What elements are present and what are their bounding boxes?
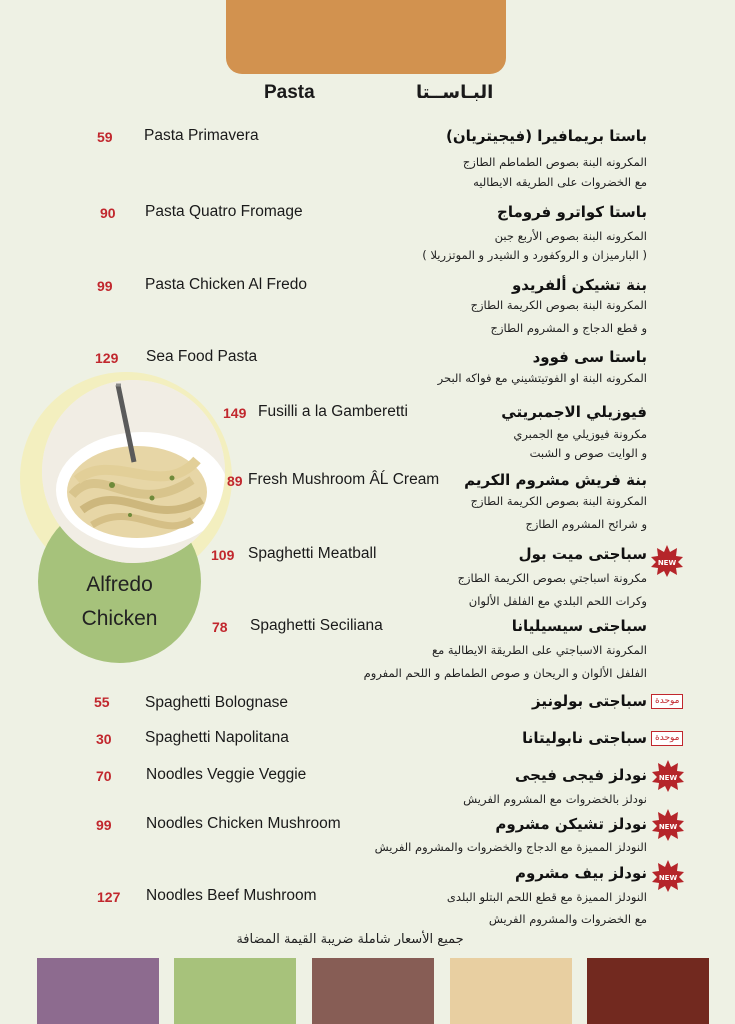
new-badge-icon [651,808,685,842]
item-name-en: Pasta Chicken Al Fredo [145,276,307,293]
item-name-ar: سباجتى بولونيز [532,692,647,710]
item-price: 30 [96,731,112,747]
item-name-en: Spaghetti Bolognase [145,694,289,711]
item-price: 78 [212,619,228,635]
item-price: 55 [94,694,110,710]
item-desc: مع الخضروات على الطريقه الايطاليه [473,175,647,189]
promo-label [38,568,201,636]
item-desc: مكرونة اسباجتي بصوص الكريمة الطازج [457,571,647,585]
new-badge-text: NEW [658,774,678,782]
item-name-en: Pasta Primavera [144,127,259,144]
color-swatch [174,958,296,1024]
item-name-ar: نودلز تشيكن مشروم [495,815,647,833]
item-name-ar: سباجتى نابوليتانا [522,729,647,747]
item-desc: مكرونة فيوزيلي مع الجمبري [513,427,647,441]
new-badge-icon [650,544,684,578]
item-desc: و الوايت صوص و الشبت [529,446,647,460]
item-price: 89 [227,473,243,489]
item-name-ar: باستا بريمافيرا (فيجيتريان) [445,127,647,145]
item-desc: المكرونه البنة او الفوتيتشيني مع فواكه البحر [437,371,647,385]
unified-badge: موحدة [651,694,683,709]
item-name-en: Spaghetti Seciliana [250,617,383,634]
color-swatch [312,958,434,1024]
unified-badge: موحدة [651,731,683,746]
item-desc: ( البارميزان و الروكفورد و الشيدر و الموتزريلا ) [422,248,647,262]
item-name-en: Sea Food Pasta [146,348,258,365]
promo-line-1: Alfredo [86,573,153,596]
item-name-ar: فيوزيلي الاجمبريتي [501,403,647,421]
vat-note: جميع الأسعار شاملة ضريبة القيمة المضافة [236,932,464,947]
item-desc: المكرونه البنة بصوص الأربع جبن [494,229,647,243]
item-price: 99 [97,278,113,294]
item-desc: النودلز المميزة مع قطع اللحم البتلو البلدى [446,890,647,904]
item-name-ar: بنة فريش مشروم الكريم [464,471,647,489]
header-banner [226,0,506,74]
new-badge-text: NEW [658,874,678,882]
item-name-ar: نودلز بيف مشروم [515,864,647,882]
new-badge-icon [651,859,685,893]
item-price: 149 [223,405,247,421]
section-title-en: Pasta [264,82,315,103]
item-price: 127 [97,889,121,905]
item-price: 109 [211,547,235,563]
item-price: 59 [97,129,113,145]
item-desc: و قطع الدجاج و المشروم الطازج [490,321,647,335]
item-desc: المكرونة البنة بصوص الكريمة الطازج [470,494,647,508]
item-name-ar: نودلز فيجى فيجى [514,766,647,784]
item-desc: نودلز بالخضروات مع المشروم الفريش [463,792,647,806]
item-name-ar: سباجتى سيسيليانا [511,617,647,635]
item-desc: المكرونه البنة بصوص الطماطم الطازج [462,155,647,169]
item-price: 90 [100,205,116,221]
item-name-en: Spaghetti Meatball [248,545,377,562]
promo-line-2: Chicken [81,607,158,630]
item-name-ar: بنة تشيكن ألفريدو [511,276,647,294]
item-name-en: Pasta Quatro Fromage [145,203,303,220]
item-name-ar: سباجتى ميت بول [518,545,647,563]
item-price: 99 [96,817,112,833]
item-desc: و شرائح المشروم الطازج [525,517,647,531]
item-desc: الفلفل الألوان و الريحان و صوص الطماطم و اللحم المفروم [363,666,647,680]
color-swatch [37,958,159,1024]
pasta-photo [42,380,225,563]
color-swatch [587,958,709,1024]
item-name-ar: باستا كواترو فروماج [497,203,647,221]
item-name-ar: باستا سى فوود [532,348,647,366]
new-badge-text: NEW [657,559,677,567]
item-name-en: Spaghetti Napolitana [145,729,289,746]
item-price: 70 [96,768,112,784]
item-name-en: Noodles Beef Mushroom [146,887,317,904]
item-desc: وكرات اللحم البلدي مع الفلفل الألوان [468,594,647,608]
item-name-en: Fusilli a la Gamberetti [258,403,408,420]
new-badge-icon [651,759,685,793]
item-name-en: Noodles Veggie Veggie [146,766,307,783]
item-desc: مع الخضروات والمشروم الفريش [488,912,647,926]
color-swatch [450,958,572,1024]
item-price: 129 [95,350,119,366]
item-name-en: Noodles Chicken Mushroom [146,815,341,832]
item-desc: المكرونة الاسباجتي على الطريقة الايطالية مع [432,643,647,657]
item-desc: النودلز المميزة مع الدجاج والخضروات والمشروم الفريش [374,840,647,854]
section-title-ar: البـاســتا [416,82,494,103]
new-badge-text: NEW [658,823,678,831]
item-desc: المكرونة البنة بصوص الكريمة الطازج [470,298,647,312]
item-name-en: Fresh Mushroom ÂĹ Cream [248,471,440,488]
